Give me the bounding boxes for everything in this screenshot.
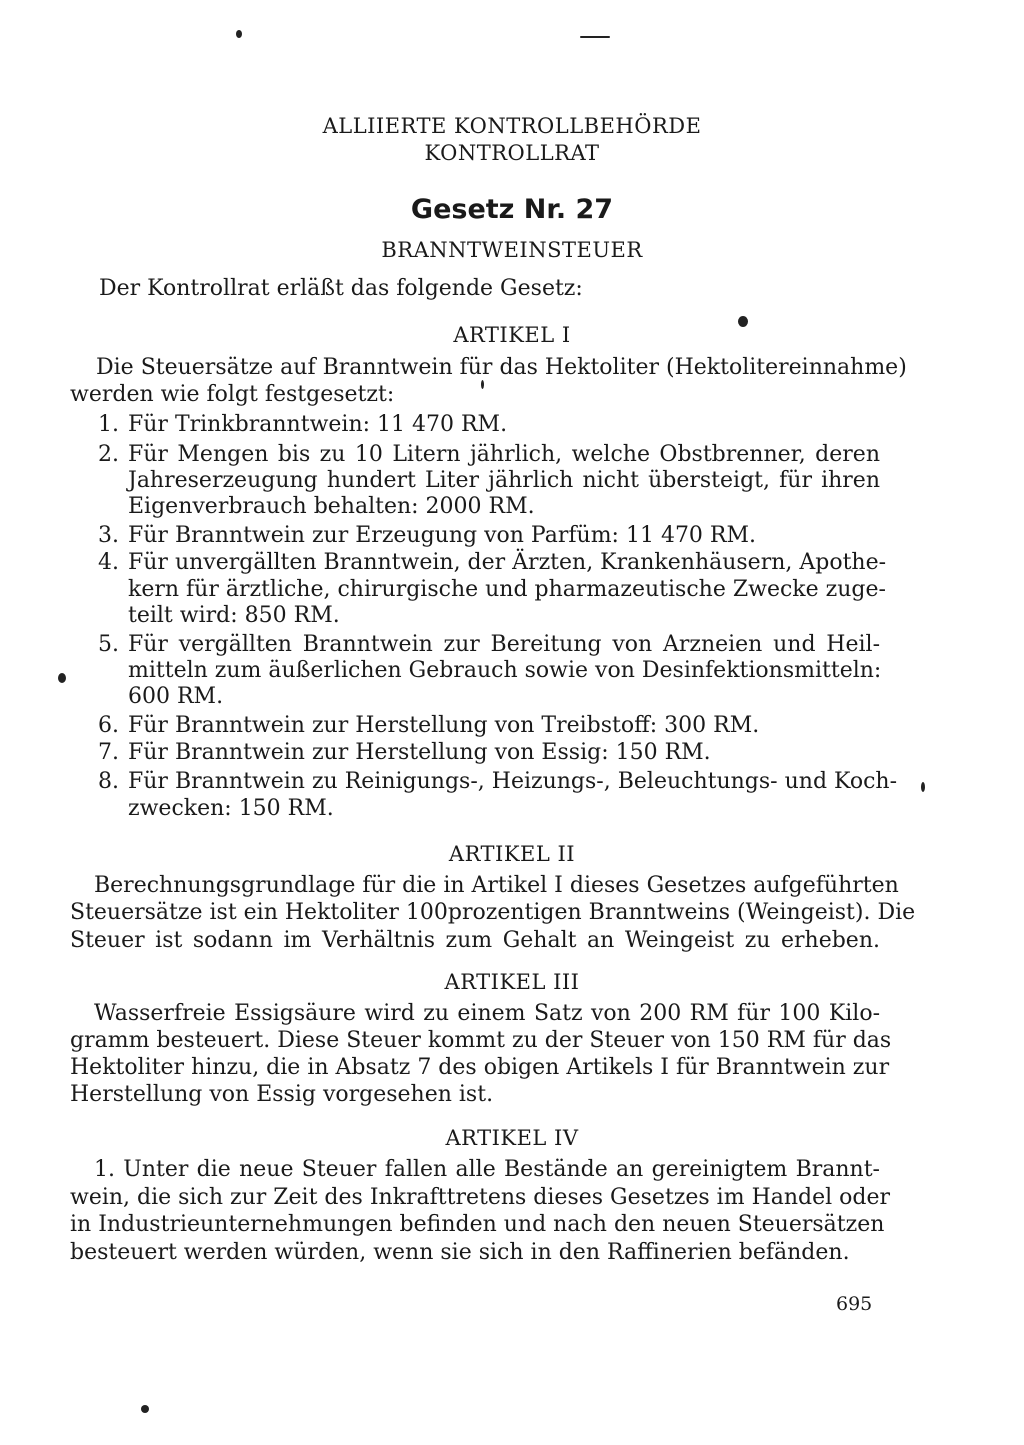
list-item-number: 6. xyxy=(98,713,119,738)
article-3-line: Herstellung von Essig vorgesehen ist. xyxy=(70,1082,494,1107)
law-subject: BRANNTWEINSTEUER xyxy=(381,238,643,262)
article-3-line: Hektoliter hinzu, die in Absatz 7 des obigen Artikels I für Branntwein zur xyxy=(70,1055,890,1080)
list-item-text: zwecken: 150 RM. xyxy=(128,796,334,821)
scan-speck xyxy=(141,1405,149,1413)
article-3-line: gramm besteuert. Diese Steuer kommt zu der Steuer von 150 RM für das xyxy=(70,1028,892,1053)
list-item-text: Für unvergällten Branntwein, der Ärzten, Krankenhäusern, Apothe- xyxy=(128,550,887,575)
article-3-heading: ARTIKEL III xyxy=(444,970,580,994)
article-4-line: 1. Unter die neue Steuer fallen alle Bestände an gereinigtem Brannt- xyxy=(94,1157,880,1182)
article-4-line: in Industrieunternehmungen befinden und nach den neuen Steuersätzen xyxy=(70,1212,885,1237)
article-1-intro-line: Die Steuersätze auf Branntwein für das Hektoliter (Hektolitereinnahme) xyxy=(96,355,907,380)
article-1-heading: ARTIKEL I xyxy=(453,323,571,347)
list-item-text: 600 RM. xyxy=(128,684,224,709)
article-4-line: besteuert werden würden, wenn sie sich in den Raffinerien befänden. xyxy=(70,1240,850,1265)
list-item-number: 8. xyxy=(98,769,119,794)
list-item-number: 5. xyxy=(98,632,119,657)
list-item-text: kern für ärztliche, chirurgische und pharmazeutische Zwecke zuge- xyxy=(128,577,886,602)
list-item-text: Für Branntwein zur Herstellung von Treibstoff: 300 RM. xyxy=(128,713,760,738)
list-item-text: teilt wird: 850 RM. xyxy=(128,603,340,628)
article-4-line: wein, die sich zur Zeit des Inkrafttretens dieses Gesetzes im Handel oder xyxy=(70,1185,891,1210)
list-item-number: 1. xyxy=(98,412,119,437)
article-2-heading: ARTIKEL II xyxy=(448,842,576,866)
scan-speck xyxy=(921,782,925,792)
list-item-text: Jahreserzeugung hundert Liter jährlich nicht übersteigt, für ihren xyxy=(128,468,880,493)
article-2-line: Berechnungsgrundlage für die in Artikel I dieses Gesetzes aufgeführten xyxy=(94,873,899,898)
article-1-intro-line: werden wie folgt festgesetzt: xyxy=(70,382,395,407)
scan-speck xyxy=(481,380,484,389)
list-item-number: 4. xyxy=(98,550,119,575)
article-2-line: Steuersätze ist ein Hektoliter 100prozentigen Branntweins (Weingeist). Die xyxy=(70,900,916,925)
scan-speck xyxy=(58,673,66,683)
list-item-text: Für Mengen bis zu 10 Litern jährlich, welche Obstbrenner, deren xyxy=(128,442,880,467)
list-item-text: Für Trinkbranntwein: 11 470 RM. xyxy=(128,412,508,437)
list-item-text: Für Branntwein zu Reinigungs-, Heizungs-, Beleuchtungs- und Koch- xyxy=(128,769,898,794)
article-3-line: Wasserfreie Essigsäure wird zu einem Satz von 200 RM für 100 Kilo- xyxy=(94,1001,880,1026)
law-intro: Der Kontrollrat erläßt das folgende Gesetz: xyxy=(99,276,583,301)
list-item-number: 2. xyxy=(98,442,119,467)
article-4-heading: ARTIKEL IV xyxy=(445,1126,579,1150)
list-item-text: Für vergällten Branntwein zur Bereitung von Arzneien und Heil- xyxy=(128,632,880,657)
list-item-text: Für Branntwein zur Herstellung von Essig: 150 RM. xyxy=(128,740,711,765)
scan-speck xyxy=(236,30,242,38)
list-item-number: 3. xyxy=(98,523,119,548)
list-item-text: Für Branntwein zur Erzeugung von Parfüm: 11 470 RM. xyxy=(128,523,757,548)
page-number: 695 xyxy=(836,1293,873,1315)
list-item-text: mitteln zum äußerlichen Gebrauch sowie von Desinfektionsmitteln: xyxy=(128,658,882,683)
law-title: Gesetz Nr. 27 xyxy=(410,194,614,225)
list-item-text: Eigenverbrauch behalten: 2000 RM. xyxy=(128,494,535,519)
list-item-number: 7. xyxy=(98,740,119,765)
article-2-line: Steuer ist sodann im Verhältnis zum Gehalt an Weingeist zu erheben. xyxy=(70,928,880,953)
scan-speck xyxy=(738,316,748,327)
scan-speck xyxy=(580,36,610,38)
council-heading: KONTROLLRAT xyxy=(424,141,600,165)
authority-heading: ALLIIERTE KONTROLLBEHÖRDE xyxy=(322,114,702,138)
